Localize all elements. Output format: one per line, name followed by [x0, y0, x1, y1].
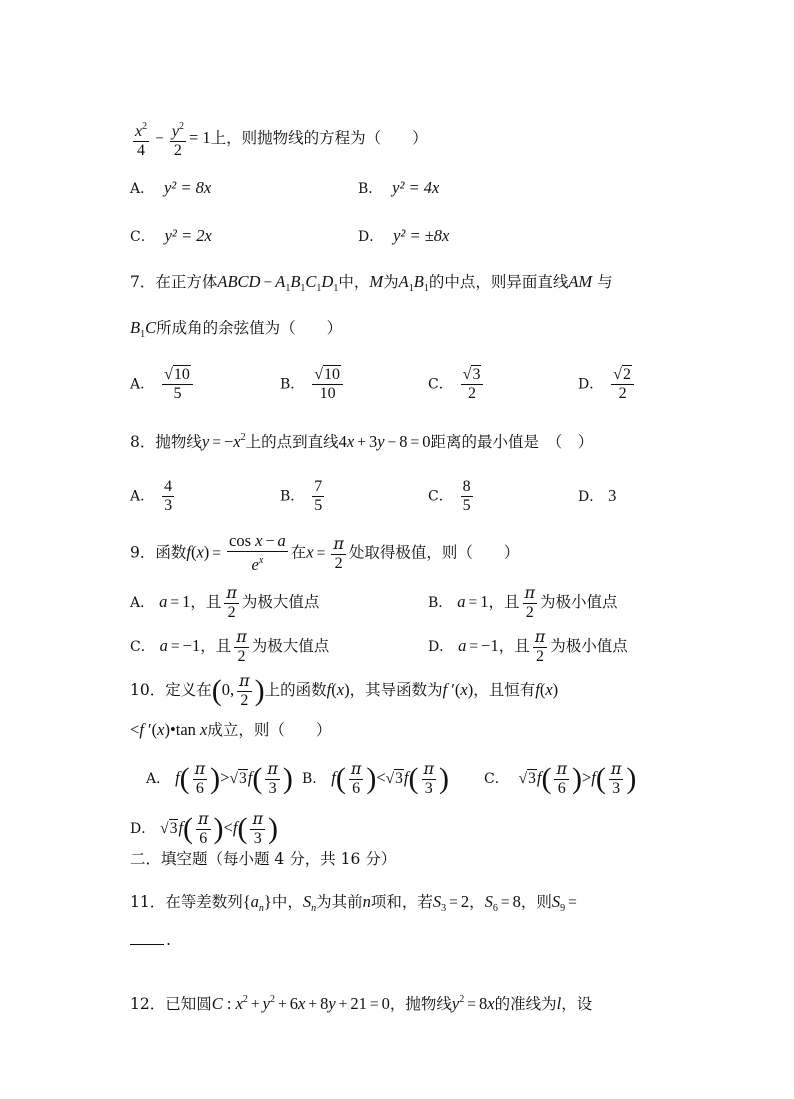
q12-stem: 12．已知圆C : $x^2 + y^2 + 6x + 8y + 21 = 0$，抛物线$y^2 = 8x$的准线为l，设 — [130, 994, 593, 1013]
q6-option-b[interactable]: B． y² = 4x — [358, 178, 440, 197]
q10-option-b[interactable]: B． f( $\frac{\pi}{6}$ )<√3f( $\frac{\pi}{3}$ ) — [302, 759, 450, 797]
q8-option-c[interactable]: C． $\frac{8}{5}$ — [428, 478, 471, 514]
q6-option-d[interactable]: D． y² = ±8x — [358, 226, 450, 245]
answer-blank-line[interactable] — [130, 944, 164, 945]
q11-stem-line1: 11．在等差数列$\{a_n\}$中，$S_n$为其前n项和，若$S_3 = 2$，$S_6 = 8$，则$S_9$ = — [130, 892, 577, 914]
q8-option-a[interactable]: A． $\frac{4}{3}$ — [130, 478, 173, 514]
q6-option-a-text: y² = 8x — [163, 178, 212, 197]
q9-option-d[interactable]: D． a = −1，且 $\frac{\pi}{2}$ 为极小值点 — [428, 627, 628, 665]
fraction-y2-over-2: $\frac{y^2}{2}$ — [170, 118, 186, 160]
q8-option-d-text: 3 — [608, 486, 617, 505]
q6-option-b-text: y² = 4x — [392, 178, 440, 197]
q10-stem-line2: <f ′(x)•tan x成立，则（ ） — [130, 720, 332, 739]
q11-answer-blank[interactable]: . — [130, 930, 171, 950]
q10-stem-line1: 10．定义在(0, $\frac{\pi}{2}$ )上的函数f(x)，其导函数为f ′(x)，且恒有f(x) — [130, 671, 559, 709]
q8-option-d[interactable]: D． 3 — [578, 486, 617, 505]
section-2-heading: 二．填空题（每小题 4 分，共 16 分） — [130, 850, 397, 868]
q7-option-d[interactable]: D． $\frac{√2}{2}$ — [578, 366, 637, 403]
q10-option-d[interactable]: D． √3f( $\frac{\pi}{6}$ )<f( $\frac{\pi}{3}$ ) — [130, 809, 278, 847]
q8-option-b[interactable]: B． $\frac{7}{5}$ — [280, 478, 323, 514]
q6-option-d-text: y² = ±8x — [393, 226, 450, 245]
q6-option-c[interactable]: C． y² = 2x — [130, 226, 212, 245]
q9-option-c[interactable]: C． a = −1，且 $\frac{\pi}{2}$ 为极大值点 — [130, 627, 330, 665]
q6-stem-text: 上，则抛物线的方程为（ ） — [210, 129, 428, 147]
q8-stem: 8．抛物线$y = -x^2$上的点到直线4x + 3y − 8 = 0距离的最小值是 （ ） — [130, 432, 594, 451]
q10-option-a[interactable]: A． f( $\frac{\pi}{6}$ )>√3f( $\frac{\pi}{3}$ ) — [146, 759, 293, 797]
q10-option-c[interactable]: C． √3f( $\frac{\pi}{6}$ )>f( $\frac{\pi}{3}$ ) — [484, 759, 637, 797]
q7-option-b[interactable]: B． $\frac{√10}{10}$ — [280, 366, 346, 403]
fraction-x2-over-4: $\frac{x^2}{4}$ — [133, 118, 149, 160]
q7-stem-line1: 7．在正方体ABCD − $A_1B_1C_1D_1$中，M为$A_1B_1$的中点，则异面直线AM 与 — [130, 272, 613, 294]
q9-stem: 9．函数f(x) = $\frac{\text{cos x − a}}{e^x}$ 在x = $\frac{\pi}{2}$ 处取得极值，则（ ） — [130, 531, 520, 574]
q7-option-a[interactable]: A． $\frac{√10}{5}$ — [130, 366, 196, 403]
q6-equation-line: $\frac{x^2}{4}$ − $\frac{y^2}{2}$ = 1上，则抛物线的方程为（ ） — [130, 118, 428, 160]
q9-option-a[interactable]: A． a = 1，且 $\frac{\pi}{2}$ 为极大值点 — [130, 583, 320, 621]
q6-option-a[interactable]: A． y² = 8x — [130, 178, 212, 197]
q7-stem-line2: $B_1C$所成角的余弦值为（ ） — [130, 318, 343, 340]
q7-option-c[interactable]: C． $\frac{√3}{2}$ — [428, 366, 486, 403]
q9-option-b[interactable]: B． a = 1，且 $\frac{\pi}{2}$ 为极小值点 — [428, 583, 618, 621]
q6-option-c-text: y² = 2x — [164, 226, 212, 245]
